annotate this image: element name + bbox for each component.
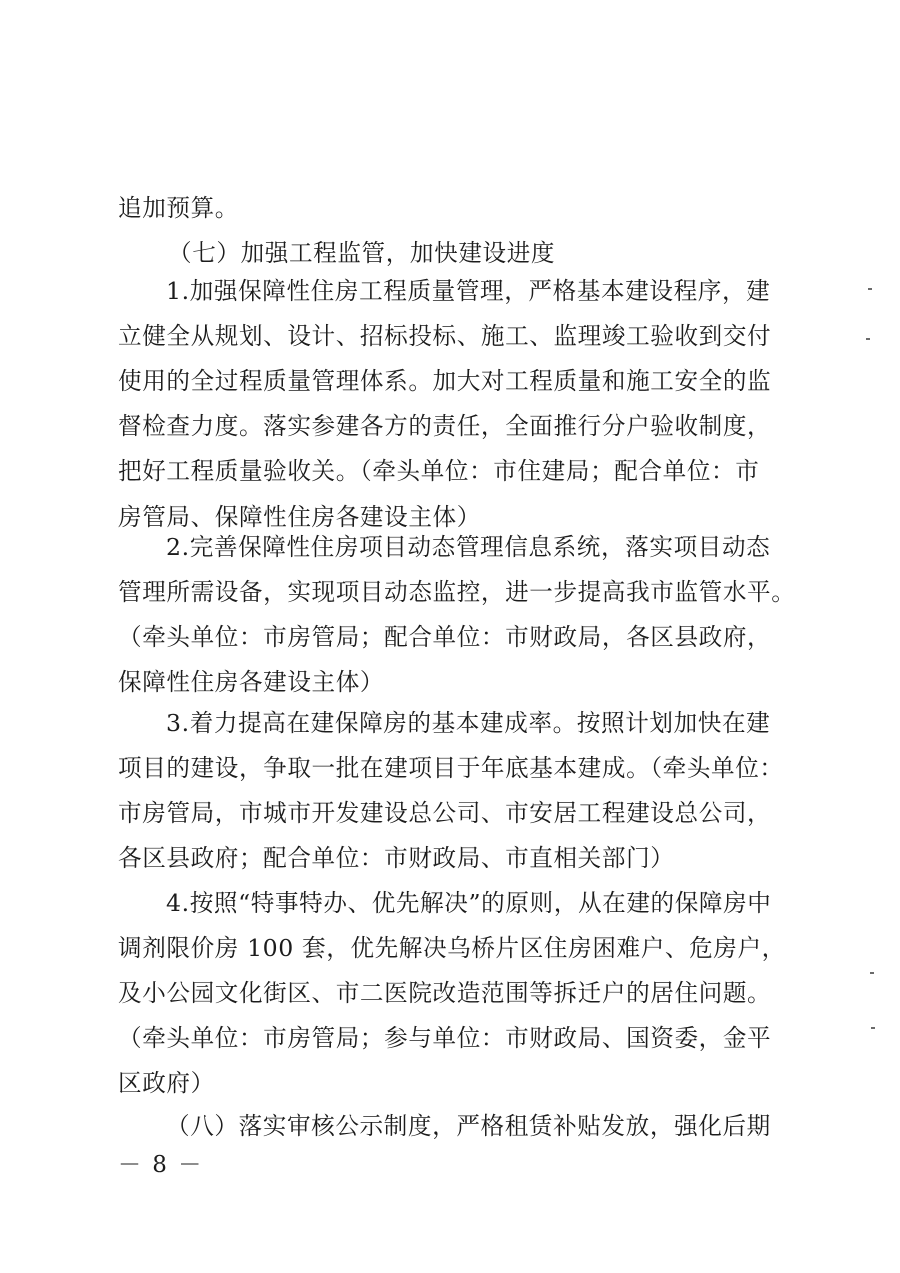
text-line: 项目的建设，争取一批在建项目于年底基本建成。（牵头单位： — [118, 754, 784, 782]
text-line: 1.加强保障性住房工程质量管理，严格基本建设程序，建 — [166, 277, 771, 305]
text-line: 立健全从规划、设计、招标投标、施工、监理竣工验收到交付 — [118, 322, 772, 350]
margin-mark — [868, 288, 872, 290]
text-line: 管理所需设备，实现项目动态监控，进一步提高我市监管水平。 — [118, 578, 796, 606]
text-line: 督检查力度。落实参建各方的责任，全面推行分户验收制度， — [118, 412, 772, 440]
text-line: 追加预算。 — [118, 194, 239, 222]
page-number: － 8 － — [118, 1152, 204, 1178]
text-line: 使用的全过程质量管理体系。加大对工程质量和施工安全的监 — [118, 367, 772, 395]
margin-mark — [870, 972, 874, 974]
text-line: 市房管局，市城市开发建设总公司、市安居工程建设总公司， — [118, 799, 772, 827]
text-line: 把好工程质量验收关。（牵头单位：市住建局；配合单位：市 — [118, 457, 760, 485]
text-line: （牵头单位：市房管局；配合单位：市财政局，各区县政府， — [118, 623, 772, 651]
section-heading: （七）加强工程监管，加快建设进度 — [168, 239, 556, 267]
margin-mark — [871, 1027, 875, 1029]
text-line: 2.完善保障性住房项目动态管理信息系统，落实项目动态 — [166, 533, 771, 561]
text-line: 及小公园文化街区、市二医院改造范围等拆迁户的居住问题。 — [118, 979, 772, 1007]
text-line: 调剂限价房 100 套，优先解决乌桥片区住房困难户、危房户， — [118, 934, 786, 962]
section-heading: （八）落实审核公示制度，严格租赁补贴发放，强化后期 — [166, 1112, 771, 1140]
text-line: 3.着力提高在建保障房的基本建成率。按照计划加快在建 — [166, 709, 771, 737]
text-line: 各区县政府；配合单位：市财政局、市直相关部门） — [118, 844, 675, 872]
text-line: （牵头单位：市房管局；参与单位：市财政局、国资委，金平 — [118, 1024, 772, 1052]
text-line: 房管局、保障性住房各建设主体） — [118, 503, 481, 531]
margin-mark — [866, 338, 870, 340]
text-line: 4.按照“特事特办、优先解决”的原则，从在建的保障房中 — [166, 889, 772, 917]
text-line: 区政府） — [118, 1069, 215, 1097]
text-line: 保障性住房各建设主体） — [118, 668, 385, 696]
